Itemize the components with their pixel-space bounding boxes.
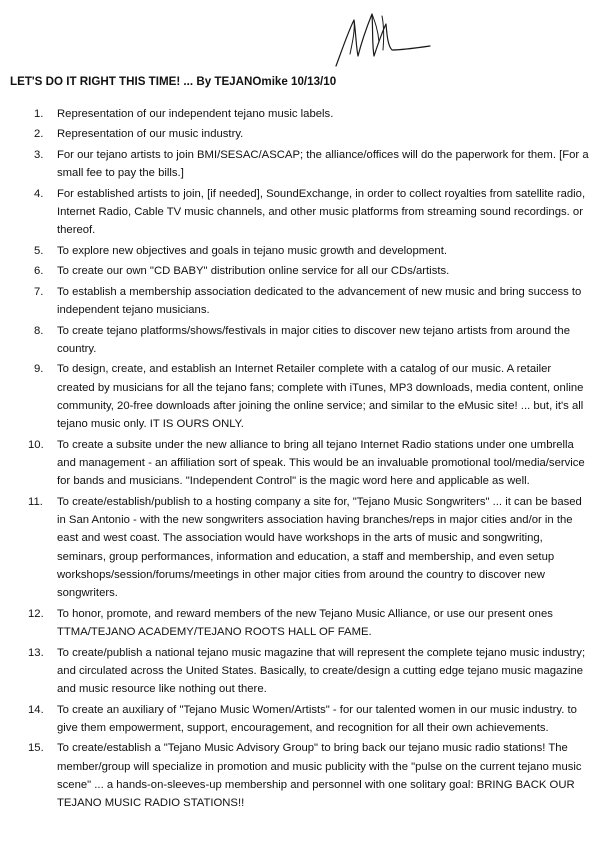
list-item-number: 2. bbox=[34, 128, 44, 141]
list-item-number: 11. bbox=[28, 495, 43, 508]
list-item-number: 12. bbox=[28, 607, 44, 620]
list-item bbox=[0, 125, 590, 143]
list-item bbox=[0, 283, 590, 320]
list-item-text: To create/publish a national tejano music magazine that will represent the complete tejano music industry; and circulated across the United States. Basically, to create/design a cutting edge tejano music magazine and music resource like nothing out there. bbox=[57, 646, 586, 696]
list-item bbox=[0, 493, 590, 603]
list-item bbox=[0, 701, 590, 738]
list-item-text: To establish a membership association dedicated to the advancement of new music and bring success to independent tejano musicians. bbox=[57, 285, 582, 317]
list-item bbox=[0, 739, 590, 812]
list-item-text: To create an auxiliary of "Tejano Music Women/Artists" - for our talented women in our music industry. to give them empowerment, support, encouragement, and recognition for all their own achievements. bbox=[57, 703, 577, 734]
list-item-text: To create our own "CD BABY" distribution online service for all our CDs/artists. bbox=[57, 265, 450, 278]
list-item-number: 9. bbox=[34, 363, 44, 376]
list-item-number: 10. bbox=[28, 438, 44, 451]
list-item-number: 6. bbox=[34, 265, 44, 278]
list-item-number: 3. bbox=[34, 148, 44, 161]
list-item-number: 7. bbox=[34, 285, 44, 298]
list-item-text: To create a subsite under the new alliance to bring all tejano Internet Radio stations under one umbrella and management - an affiliation sort of speak. This would be an invaluable promotional tool/media/service for bands and musicians. "Independent Control" is the magic word here and applicable as well. bbox=[57, 438, 585, 488]
list-item bbox=[0, 644, 590, 699]
handwritten-signature bbox=[332, 10, 432, 72]
list-item-number: 4. bbox=[34, 187, 44, 200]
list-item-text: To explore new objectives and goals in tejano music growth and development. bbox=[57, 244, 447, 257]
list-item-number: 13. bbox=[28, 646, 44, 659]
list-item bbox=[0, 146, 590, 183]
list-item bbox=[0, 242, 590, 260]
list-item bbox=[0, 436, 590, 491]
list-item-text: To create/establish a "Tejano Music Advisory Group" to bring back our tejano music radio stations! The member/group will specialize in promotion and music publicity with the "pulse on the current tejano music scene" ... a hands-on-sleeves-up membership and personnel with one solitary goal: BRING BACK OUR TEJANO MUSIC RADIO STATIONS!! bbox=[57, 742, 582, 810]
list-item-number: 8. bbox=[34, 324, 44, 337]
list-item-text: To honor, promote, and reward members of the new Tejano Music Alliance, or use our present ones TTMA/TEJANO ACADEMY/TEJANO ROOTS HALL OF FAME. bbox=[57, 607, 553, 639]
list-item-text: To create/establish/publish to a hosting company a site for, "Tejano Music Songwriters" ... it can be based in San Antonio - with the new songwriters association having branches/reps in major cities and/or in the east and west coast. The association would have workshops in the arts of music and songwriting, seminars, group performances, information and education, a staff and membership, and even setup workshops/session/forums/meetings in other major cities from around the country to discover new songwriters. bbox=[57, 495, 582, 600]
list-item bbox=[0, 105, 590, 123]
list-item bbox=[0, 262, 590, 280]
list-item bbox=[0, 185, 590, 240]
list-item-text: Representation of our independent tejano music labels. bbox=[57, 108, 334, 120]
list-item-text: Representation of our music industry. bbox=[57, 128, 244, 141]
list-item-number: 14. bbox=[28, 703, 44, 716]
list-item-text: For established artists to join, [if needed], SoundExchange, in order to collect royalties from satellite radio, Internet Radio, Cable TV music channels, and other music platforms from streaming sound recordings. or thereof. bbox=[57, 187, 586, 237]
list-item bbox=[0, 360, 590, 433]
list-item-number: 15. bbox=[28, 742, 44, 755]
list-item-text: For our tejano artists to join BMI/SESAC/ASCAP; the alliance/offices will do the paperwork for them. [For a small fee to pay the bills.] bbox=[57, 148, 589, 180]
list-item-text: To design, create, and establish an Internet Retailer complete with a catalog of our music. A retailer created by musicians for all the tejano fans; complete with iTunes, MP3 downloads, media content, online community, 20-free downloads after joining the online service; and similar to the eMusic site! ... but, it's all tejano music only. IT IS OURS ONLY. bbox=[57, 363, 584, 431]
document-title: LET'S DO IT RIGHT THIS TIME! ... By TEJANOmike 10/13/10 bbox=[10, 75, 337, 88]
list-item-text: To create tejano platforms/shows/festivals in major cities to discover new tejano artists from around the country. bbox=[57, 324, 570, 355]
list-item-number: 5. bbox=[34, 244, 44, 257]
list-item bbox=[0, 322, 590, 359]
list-item-number: 1. bbox=[34, 108, 44, 120]
numbered-list bbox=[0, 105, 590, 815]
list-item bbox=[0, 605, 590, 642]
